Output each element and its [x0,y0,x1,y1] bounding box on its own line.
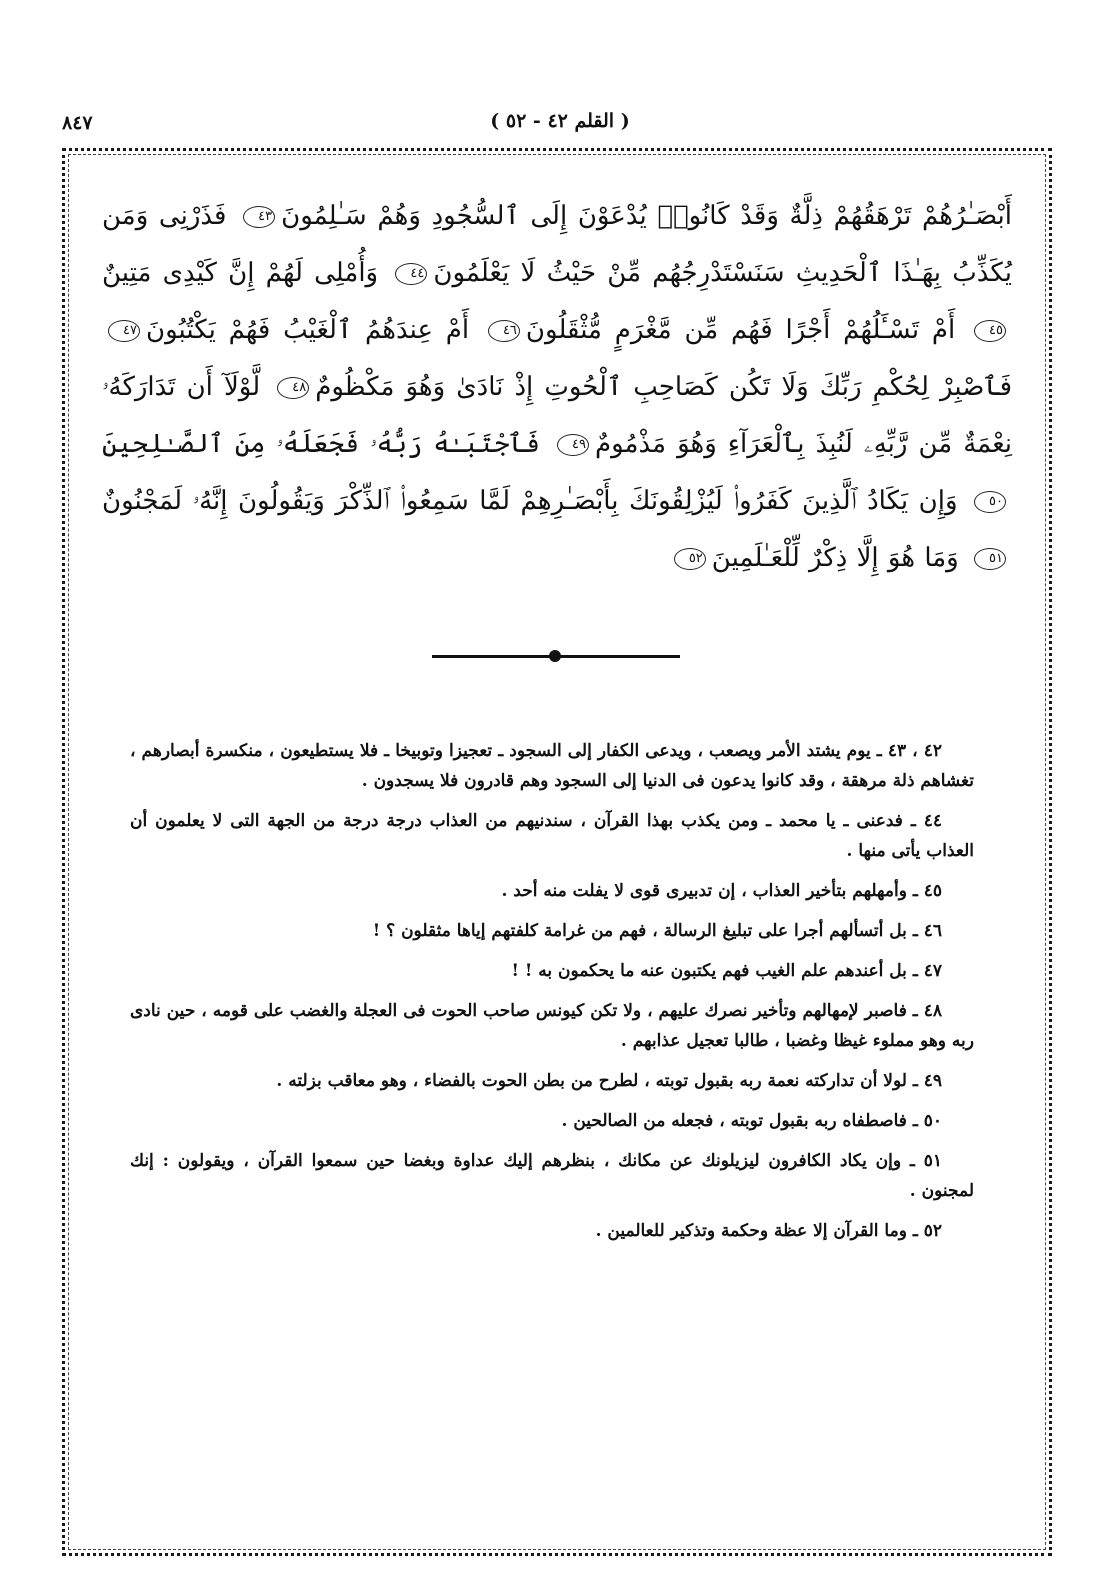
commentary-paragraph: ٥١ ـ وإن يكاد الكافرون ليزيلونك عن مكانك ، بنظرهم إليك عداوة وبغضا حين سمعوا القرآن ، ويقولون : إنك لمجنون . [130,1151,974,1201]
commentary-paragraph: ٤٨ ـ فاصبر لإمهالهم وتأخير نصرك عليهم ، ولا تكن كيونس صاحب الحوت فى العجلة والغضب على قومه ، حين نادى ربه وهو مملوء غيظا وغضبا ، طالبا تعجيل عذابهم . [130,1001,974,1051]
verse-text: فَٱجْتَبَـٰهُ رَبُّهُۥ فَجَعَلَهُۥ مِنَ ٱلصَّـٰلِحِينَ [102,429,540,459]
commentary-paragraph: ٥٠ ـ فاصطفاه ربه بقبول توبته ، فجعله من الصالحين . [561,1111,942,1131]
commentary-paragraph: ٤٩ ـ لولا أن تداركته نعمة ربه بقبول توبته ، لطرح من بطن الحوت بالفضاء ، وهو معاقب بزلته . [276,1071,942,1091]
verse-text: وَإِن يَكَادُ ٱلَّذِينَ كَفَرُوا۟ لَيُزْلِقُونَكَ بِأَبْصَـٰرِهِمْ لَمَّا سَمِعُوا۟ ٱلذِّكْرَ وَيَقُولُونَ إِنَّهُۥ لَمَجْنُونٌ [102,486,958,516]
commentary-paragraph: ٥٢ ـ وما القرآن إلا عظة وحكمة وتذكير للعالمين . [595,1221,942,1241]
verse-text: وَأُمْلِى لَهُمْ إِنَّ كَيْدِى مَتِينٌ [102,258,379,288]
verse-text: لَّوْلَآ أَن تَدَارَكَهُۥ نِعْمَةٌ مِّن رَّبِّهِۦ لَنُبِذَ بِٱلْعَرَآءِ وَهُوَ مَذْمُومٌ [102,372,1012,459]
verse-number-marker: ٥٢ [674,548,706,570]
verse-text: أَمْ عِندَهُمُ ٱلْغَيْبُ فَهُمْ يَكْتُبُونَ [146,315,470,345]
commentary-paragraph: ٤٧ ـ بل أعندهم علم الغيب فهم يكتبون عنه ما يحكمون به ! ! [511,961,942,981]
verse-number-marker: ٥١ [974,548,1006,570]
verse-text: وَمَا هُوَ إِلَّا ذِكْرٌ لِّلْعَـٰلَمِينَ [711,543,959,573]
verse-number-marker: ٤٨ [277,377,309,399]
verse-text: فَذَرْنِى وَمَن يُكَذِّبُ بِهَـٰذَا ٱلْحَدِيثِ سَنَسْتَدْرِجُهُم مِّنْ حَيْثُ لَا يَعْلَمُونَ [102,201,1013,288]
verse-text: أَمْ تَسْـَٔلُهُمْ أَجْرًا فَهُم مِّن مَّغْرَمٍ مُّثْقَلُونَ [525,315,956,345]
commentary-paragraph: ٤٥ ـ وأمهلهم بتأخير العذاب ، إن تدبيرى قوى لا يفلت منه أحد . [501,881,942,901]
section-divider-dot [549,650,561,662]
verse-number-marker: ٤٤ [395,263,427,285]
verse-number-marker: ٤٩ [557,434,589,456]
verse-number-marker: ٤٣ [243,206,275,228]
commentary-paragraph: ٤٢ ، ٤٣ ـ يوم يشتد الأمر ويصعب ، ويدعى الكفار إلى السجود ـ تعجيزا وتوبيخا ـ فلا يستطيعون ، منكسرة أبصارهم ، تغشاهم ذلة مرهقة ، وقد كانوا يدعون فى الدنيا إلى السجود وهم قادرون فلا يسجدون . [130,741,974,791]
verse-number-marker: ٤٦ [488,320,520,342]
commentary-block [130,736,974,1256]
running-header: ( القلم ٤٢ - ٥٢ ) [490,110,630,132]
commentary-paragraph: ٤٦ ـ بل أتسألهم أجرا على تبليغ الرسالة ، فهم من غرامة كلفتهم إياها مثقلون ؟ ! [372,921,942,941]
verse-text: فَٱصْبِرْ لِحُكْمِ رَبِّكَ وَلَا تَكُن كَصَاحِبِ ٱلْحُوتِ إِذْ نَادَىٰ وَهُوَ مَكْظُومٌ [315,372,1012,402]
commentary-paragraph: ٤٤ ـ فدعنى ـ يا محمد ـ ومن يكذب بهذا القرآن ، سندنيهم من العذاب درجة درجة من الجهة التى لا يعلمون أن العذاب يأتى منها . [130,811,974,861]
page-number: ٨٤٧ [62,112,93,134]
verse-number-marker: ٤٥ [974,320,1006,342]
verse-text: أَبْصَـٰرُهُمْ تَرْهَقُهُمْ ذِلَّةٌ وَقَدْ كَانُوا۟ يُدْعَوْنَ إِلَى ٱلسُّجُودِ وَهُمْ سَـٰلِمُونَ [281,201,1012,231]
verse-number-marker: ٥٠ [974,491,1006,513]
quran-verses-block [102,188,1012,587]
verse-number-marker: ٤٧ [108,320,140,342]
